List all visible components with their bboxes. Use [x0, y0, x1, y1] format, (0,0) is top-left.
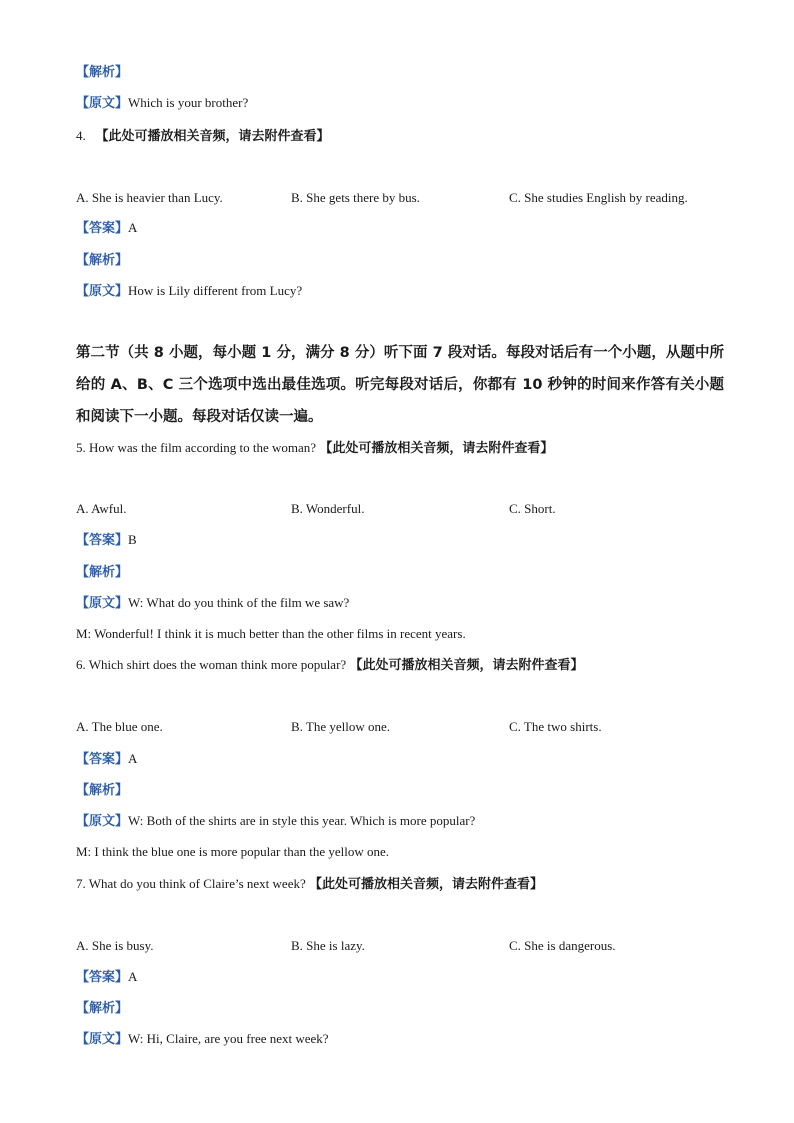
answer-label: 【答案】 [76, 221, 129, 236]
transcript-label: 【原文】 [76, 814, 129, 829]
analysis-label: 【解析】 [76, 1001, 129, 1016]
analysis-label: 【解析】 [76, 565, 129, 580]
q5-transcript-line-2: M: Wonderful! I think it is much better than the other films in recent years. [76, 626, 466, 641]
q6-analysis [76, 781, 128, 800]
audio-note: 【此处可播放相关音频，请去附件查看】 [308, 877, 543, 892]
q5-option-c: C. Short. [509, 501, 556, 516]
q6-option-c: C. The two shirts. [509, 719, 602, 734]
q7-option-a: A. She is busy. [76, 938, 154, 953]
question-text: 6. Which shirt does the woman think more popular? [76, 657, 347, 672]
answer-label: 【答案】 [76, 533, 129, 548]
audio-note: 【此处可播放相关音频，请去附件查看】 [95, 129, 330, 144]
q3-transcript [76, 94, 248, 113]
q4-option-b: B. She gets there by bus. [291, 190, 420, 205]
q5-option-a: A. Awful. [76, 501, 127, 516]
q7-question [76, 875, 543, 894]
section-2-instructions: 第二节（共 8 小题，每小题 1 分，满分 8 分）听下面 7 段对话。每段对话后有一个小题，从题中所给的 A、B、C 三个选项中选出最佳选项。听完每段对话后，你都有 10 秒钟的时间来作答有关小题和阅读下一小题。每段对话仅读一遍。 [76, 345, 724, 425]
q6-transcript-line-2: M: I think the blue one is more popular than the yellow one. [76, 844, 390, 859]
transcript-label: 【原文】 [76, 1032, 129, 1047]
q5-question [76, 439, 553, 458]
q3-analysis [76, 63, 128, 82]
transcript-text: W: Both of the shirts are in style this year. Which is more popular? [128, 813, 476, 828]
transcript-label: 【原文】 [76, 596, 129, 611]
answer-value: B [128, 532, 137, 547]
q6-option-b: B. The yellow one. [291, 719, 391, 734]
q4-option-a: A. She is heavier than Lucy. [76, 190, 223, 205]
transcript-text: W: What do you think of the film we saw? [128, 595, 350, 610]
q6-question [76, 656, 583, 675]
q7-analysis [76, 999, 128, 1018]
analysis-label: 【解析】 [76, 253, 129, 268]
question-text: 7. What do you think of Claire’s next week? [76, 876, 306, 891]
transcript-text: Which is your brother? [128, 95, 249, 110]
q6-option-a: A. The blue one. [76, 719, 163, 734]
question-number: 4. [76, 128, 86, 143]
analysis-label: 【解析】 [76, 65, 129, 80]
answer-label: 【答案】 [76, 752, 129, 767]
question-text: 5. How was the film according to the woman? [76, 440, 317, 455]
q5-transcript [76, 594, 349, 613]
transcript-label: 【原文】 [76, 284, 129, 299]
q4-question [76, 127, 330, 146]
q7-option-b: B. She is lazy. [291, 938, 365, 953]
q6-answer [76, 750, 137, 769]
audio-note: 【此处可播放相关音频，请去附件查看】 [319, 441, 554, 456]
answer-value: A [128, 969, 138, 984]
transcript-label: 【原文】 [76, 96, 129, 111]
transcript-text: How is Lily different from Lucy? [128, 283, 303, 298]
q6-transcript [76, 812, 475, 831]
q7-transcript [76, 1030, 329, 1049]
q7-answer [76, 968, 137, 987]
analysis-label: 【解析】 [76, 783, 129, 798]
q5-analysis [76, 563, 128, 582]
answer-value: A [128, 220, 138, 235]
answer-value: A [128, 751, 138, 766]
q4-transcript [76, 282, 302, 301]
q4-analysis [76, 251, 128, 270]
q4-answer [76, 219, 137, 238]
answer-label: 【答案】 [76, 970, 129, 985]
transcript-text: W: Hi, Claire, are you free next week? [128, 1031, 329, 1046]
q4-option-c: C. She studies English by reading. [509, 190, 688, 205]
q7-option-c: C. She is dangerous. [509, 938, 616, 953]
q5-answer [76, 531, 137, 550]
audio-note: 【此处可播放相关音频，请去附件查看】 [349, 658, 584, 673]
q5-option-b: B. Wonderful. [291, 501, 365, 516]
